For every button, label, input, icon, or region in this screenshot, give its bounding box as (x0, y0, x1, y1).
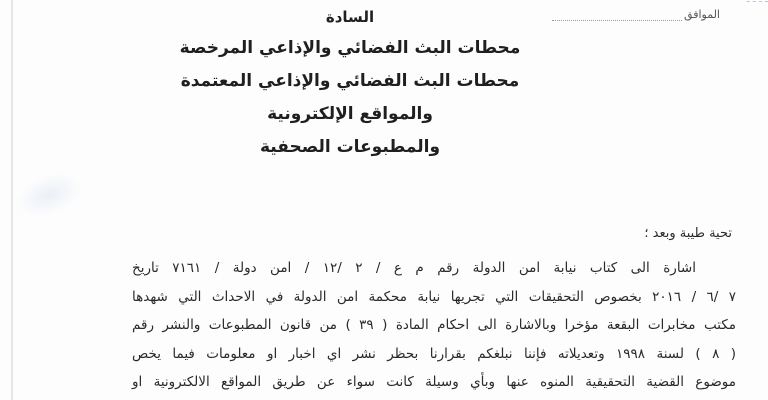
date-label: الموافق (684, 8, 720, 21)
scan-smudge (9, 164, 88, 226)
body-line: مكتب مخابرات البقعة مؤخرا وبالاشارة الى احكام المادة ( ٣٩ ) من قانون المطبوعات والنشر رقم (132, 317, 736, 333)
date-dotted-line (552, 10, 682, 21)
date-field (552, 8, 720, 21)
addressee-line: والمواقع الإلكترونية (267, 104, 433, 124)
addressee-title: السادة (325, 8, 375, 26)
body-line: اشارة الى كتاب نيابة امن الدولة رقم م ع / ٢ /١٢ / امن دولة / ٧١٦١ تاريخ (132, 260, 696, 276)
letter-body (132, 254, 736, 397)
body-line: ( ٨ ) لسنة ١٩٩٨ وتعديلاته فإننا نبلغكم بقرارنا بحظر نشر اي اخبار او معلومات فيما يخص (132, 345, 737, 362)
body-line: موضوع القضية التحقيقية المنوه عنها وبأي وسيلة كانت سواء عن طريق المواقع الالكترونية او (132, 374, 736, 390)
addressee-block (150, 2, 550, 164)
addressee-line: محطات البث الفضائي والإذاعي المعتمدة (180, 71, 520, 91)
addressee-line: محطات البث الفضائي والإذاعي المرخصة (179, 38, 521, 58)
greeting: تحية طيبة وبعد ؛ (644, 226, 732, 241)
body-line: ٧ /٦ / ٢٠١٦ بخصوص التحقيقات التي تجريها نيابة محكمة امن الدولة في الاحداث التي شهدها (132, 288, 736, 305)
letterhead-fragment (568, 0, 768, 2)
addressee-line: والمطبوعات الصحفية (259, 137, 441, 157)
